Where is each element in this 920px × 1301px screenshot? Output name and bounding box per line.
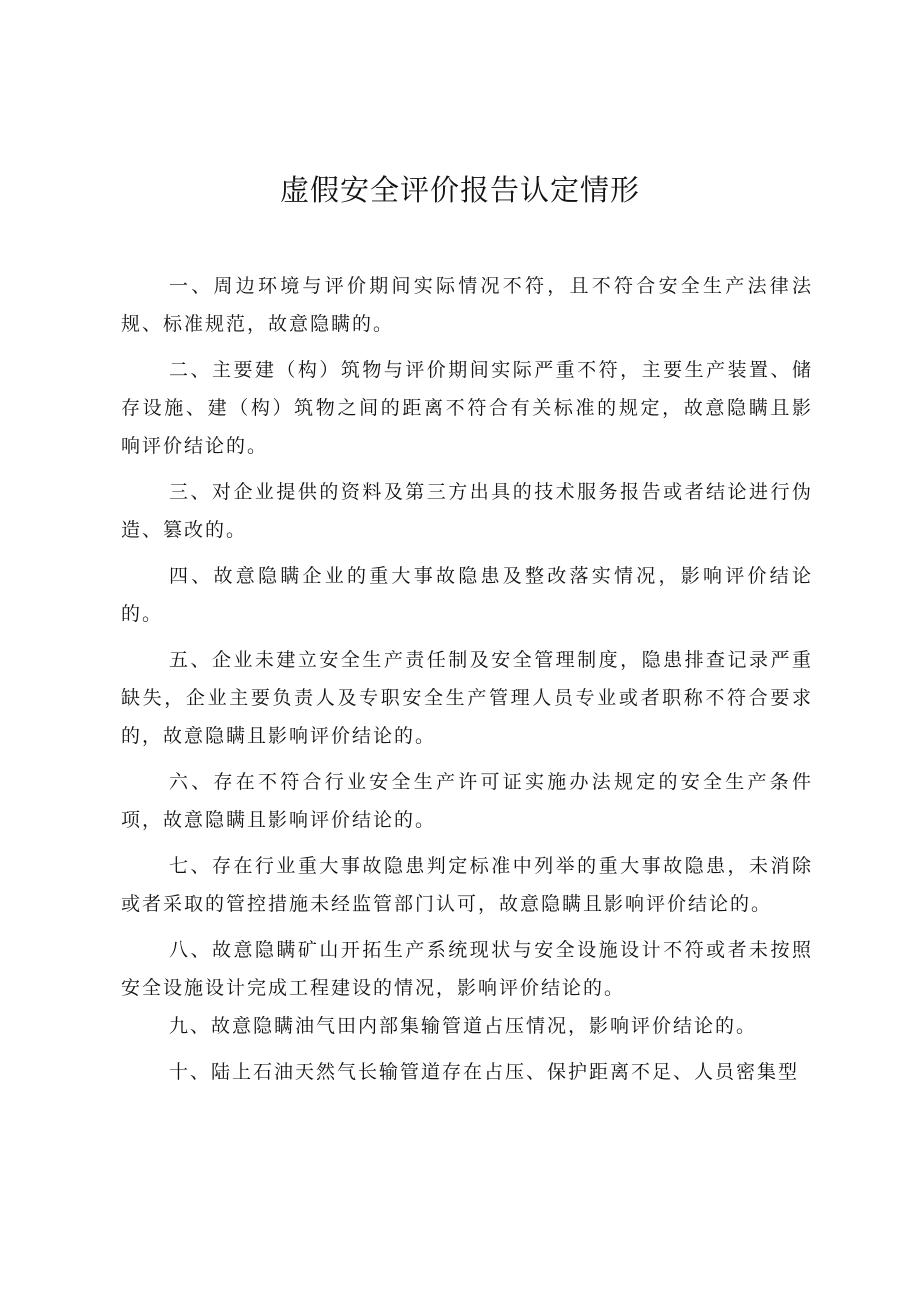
paragraph-10: 十、陆上石油天然气长输管道存在占压、保护距离不足、人员密集型 xyxy=(169,1061,800,1083)
paragraph-8: 八、故意隐瞒矿山开拓生产系统现状与安全设施设计不符或者未按照安全设施设计完成工程建设的情况，影响评价结论的。 xyxy=(121,939,813,999)
paragraph-7: 七、存在行业重大事故隐患判定标准中列举的重大事故隐患，未消除或者采取的管控措施未经监管部门认可，故意隐瞒且影响评价结论的。 xyxy=(121,855,813,915)
document-body xyxy=(121,267,813,1099)
paragraph-4: 四、故意隐瞒企业的重大事故隐患及整改落实情况，影响评价结论的。 xyxy=(121,565,813,625)
paragraph-6: 六、存在不符合行业安全生产许可证实施办法规定的安全生产条件项，故意隐瞒且影响评价结论的。 xyxy=(121,771,813,831)
paragraph-2: 二、主要建（构）筑物与评价期间实际严重不符，主要生产装置、储存设施、建（构）筑物之间的距离不符合有关标准的规定，故意隐瞒且影响评价结论的。 xyxy=(121,359,813,457)
document-title: 虚假安全评价报告认定情形 xyxy=(279,173,640,207)
paragraph-9: 九、故意隐瞒油气田内部集输管道占压情况，影响评价结论的。 xyxy=(169,1015,758,1037)
paragraph-5: 五、企业未建立安全生产责任制及安全管理制度，隐患排查记录严重缺失，企业主要负责人及专职安全生产管理人员专业或者职称不符合要求的，故意隐瞒且影响评价结论的。 xyxy=(121,649,813,747)
paragraph-3: 三、对企业提供的资料及第三方出具的技术服务报告或者结论进行伪造、篡改的。 xyxy=(121,481,813,541)
paragraph-1: 一、周边环境与评价期间实际情况不符，且不符合安全生产法律法规、标准规范，故意隐瞒的。 xyxy=(121,275,813,335)
